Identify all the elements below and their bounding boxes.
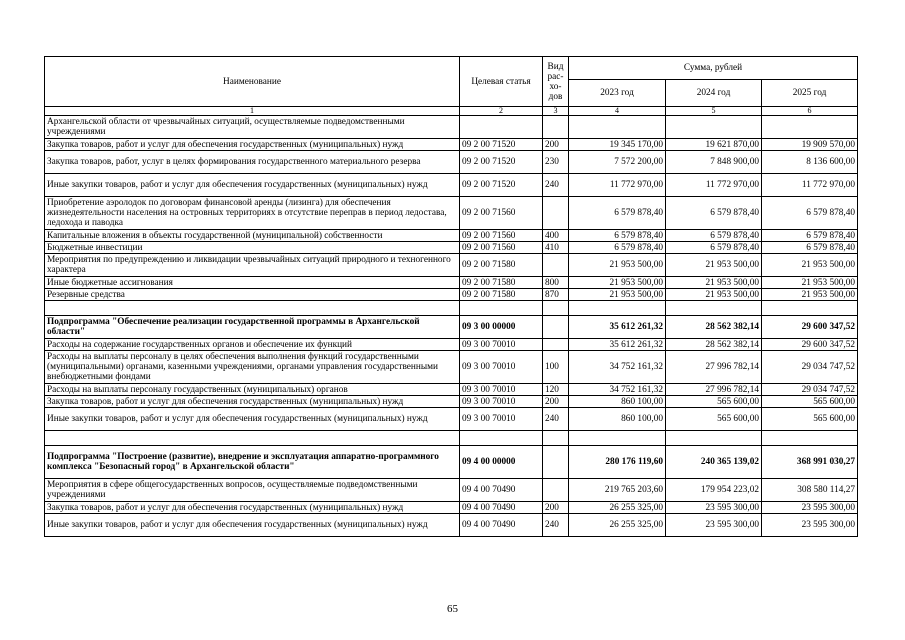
table-row — [45, 151, 858, 174]
row-name — [45, 301, 460, 316]
row-code: 09 3 00 70010 — [460, 339, 543, 351]
row-amount-2023: 26 255 325,00 — [569, 514, 666, 537]
row-amount-2023: 7 572 200,00 — [569, 151, 666, 174]
row-vid — [543, 254, 569, 277]
row-code: 09 2 00 71580 — [460, 277, 543, 289]
row-amount-2024: 565 600,00 — [666, 408, 762, 431]
row-amount-2025: 565 600,00 — [762, 408, 858, 431]
row-vid — [543, 197, 569, 230]
column-number: 4 — [569, 107, 666, 116]
row-amount-2024 — [666, 116, 762, 139]
row-amount-2024: 21 953 500,00 — [666, 254, 762, 277]
column-numbers-row — [45, 107, 858, 116]
row-name: Мероприятия по предупреждению и ликвидации чрезвычайных ситуаций природного и техногенного характера — [45, 254, 460, 277]
row-amount-2025 — [762, 116, 858, 139]
row-code: 09 4 00 70490 — [460, 502, 543, 514]
table-row — [45, 431, 858, 446]
row-amount-2024: 28 562 382,14 — [666, 316, 762, 339]
row-name: Иные закупки товаров, работ и услуг для обеспечения государственных (муниципальных) нужд — [45, 408, 460, 431]
row-code — [460, 431, 543, 446]
row-amount-2024: 7 848 900,00 — [666, 151, 762, 174]
row-vid — [543, 339, 569, 351]
row-amount-2024: 240 365 139,02 — [666, 446, 762, 479]
row-amount-2023: 21 953 500,00 — [569, 277, 666, 289]
row-amount-2025: 6 579 878,40 — [762, 242, 858, 254]
column-number: 3 — [543, 107, 569, 116]
row-name: Закупка товаров, работ и услуг для обеспечения государственных (муниципальных) нужд — [45, 502, 460, 514]
row-name — [45, 431, 460, 446]
row-amount-2025: 29 600 347,52 — [762, 339, 858, 351]
row-code: 09 3 00 70010 — [460, 384, 543, 396]
table-body — [45, 116, 858, 537]
column-number: 6 — [762, 107, 858, 116]
table-row — [45, 384, 858, 396]
row-vid: 870 — [543, 289, 569, 301]
row-amount-2024 — [666, 431, 762, 446]
row-amount-2024: 565 600,00 — [666, 396, 762, 408]
row-vid: 400 — [543, 230, 569, 242]
row-amount-2023: 34 752 161,32 — [569, 384, 666, 396]
row-amount-2023 — [569, 116, 666, 139]
row-vid: 410 — [543, 242, 569, 254]
row-amount-2023: 280 176 119,60 — [569, 446, 666, 479]
row-name: Иные бюджетные ассигнования — [45, 277, 460, 289]
row-amount-2025: 6 579 878,40 — [762, 197, 858, 230]
row-vid: 230 — [543, 151, 569, 174]
row-amount-2025: 368 991 030,27 — [762, 446, 858, 479]
row-vid — [543, 116, 569, 139]
row-code — [460, 301, 543, 316]
row-amount-2023: 35 612 261,32 — [569, 339, 666, 351]
row-code: 09 2 00 71520 — [460, 174, 543, 197]
row-amount-2025: 29 600 347,52 — [762, 316, 858, 339]
row-name: Иные закупки товаров, работ и услуг для обеспечения государственных (муниципальных) нужд — [45, 514, 460, 537]
row-code: 09 2 00 71520 — [460, 151, 543, 174]
row-amount-2023: 860 100,00 — [569, 396, 666, 408]
budget-table — [44, 56, 858, 537]
row-vid — [543, 431, 569, 446]
row-name: Закупка товаров, работ, услуг в целях формирования государственного материального резерва — [45, 151, 460, 174]
table-row — [45, 197, 858, 230]
row-amount-2023: 219 765 203,60 — [569, 479, 666, 502]
row-code: 09 4 00 00000 — [460, 446, 543, 479]
row-vid: 240 — [543, 408, 569, 431]
header-sum: Сумма, рублей — [569, 57, 858, 80]
row-vid — [543, 479, 569, 502]
row-vid: 240 — [543, 514, 569, 537]
table-row — [45, 242, 858, 254]
page-number: 65 — [447, 603, 458, 615]
row-amount-2025: 11 772 970,00 — [762, 174, 858, 197]
row-amount-2025: 23 595 300,00 — [762, 514, 858, 537]
row-name: Капитальные вложения в объекты государственной (муниципальной) собственности — [45, 230, 460, 242]
table-row — [45, 514, 858, 537]
row-name: Бюджетные инвестиции — [45, 242, 460, 254]
row-code: 09 4 00 70490 — [460, 479, 543, 502]
row-name: Приобретение аэролодок по договорам финансовой аренды (лизинга) для обеспечения жизнедеятельности населения на островных территориях в отсутствие переправ в период ледостава, ледохода и паводка — [45, 197, 460, 230]
row-amount-2023 — [569, 431, 666, 446]
table-row — [45, 230, 858, 242]
table-row — [45, 316, 858, 339]
column-number: 1 — [45, 107, 460, 116]
table-row — [45, 479, 858, 502]
header-year-2023: 2023 год — [569, 80, 666, 107]
row-amount-2024: 21 953 500,00 — [666, 289, 762, 301]
row-code: 09 2 00 71520 — [460, 139, 543, 151]
row-name: Архангельской области от чрезвычайных ситуаций, осуществляемые подведомственными учреждениями — [45, 116, 460, 139]
column-number: 2 — [460, 107, 543, 116]
row-amount-2024: 6 579 878,40 — [666, 230, 762, 242]
row-code: 09 4 00 70490 — [460, 514, 543, 537]
header-year-2025: 2025 год — [762, 80, 858, 107]
row-vid: 800 — [543, 277, 569, 289]
table-row — [45, 277, 858, 289]
row-code: 09 3 00 70010 — [460, 396, 543, 408]
row-amount-2025: 19 909 570,00 — [762, 139, 858, 151]
header-year-2024: 2024 год — [666, 80, 762, 107]
row-code: 09 2 00 71580 — [460, 254, 543, 277]
row-amount-2025: 23 595 300,00 — [762, 502, 858, 514]
row-vid: 200 — [543, 502, 569, 514]
row-amount-2023: 34 752 161,32 — [569, 351, 666, 384]
row-vid — [543, 316, 569, 339]
row-amount-2025: 21 953 500,00 — [762, 289, 858, 301]
row-amount-2023: 6 579 878,40 — [569, 230, 666, 242]
table-row — [45, 351, 858, 384]
row-amount-2024: 19 621 870,00 — [666, 139, 762, 151]
row-name: Подпрограмма "Обеспечение реализации государственной программы в Архангельской области" — [45, 316, 460, 339]
row-vid: 200 — [543, 396, 569, 408]
row-name: Резервные средства — [45, 289, 460, 301]
table-row — [45, 396, 858, 408]
row-name: Расходы на выплаты персоналу в целях обеспечения выполнения функций государственными (муниципальными) органами, казенными учреждениями, органами управления государственными внебюджетными фондами — [45, 351, 460, 384]
table-row — [45, 139, 858, 151]
row-amount-2023 — [569, 301, 666, 316]
row-amount-2025: 21 953 500,00 — [762, 254, 858, 277]
header-target: Целевая статья — [460, 57, 543, 107]
header-vid: Вид рас-хо-дов — [543, 57, 569, 107]
row-amount-2024: 23 595 300,00 — [666, 502, 762, 514]
row-amount-2024: 11 772 970,00 — [666, 174, 762, 197]
row-amount-2025: 308 580 114,27 — [762, 479, 858, 502]
row-amount-2024: 27 996 782,14 — [666, 351, 762, 384]
row-amount-2024: 21 953 500,00 — [666, 277, 762, 289]
row-code — [460, 116, 543, 139]
row-amount-2025 — [762, 431, 858, 446]
table-row — [45, 289, 858, 301]
row-amount-2023: 860 100,00 — [569, 408, 666, 431]
row-vid: 240 — [543, 174, 569, 197]
row-amount-2024: 179 954 223,02 — [666, 479, 762, 502]
row-amount-2023: 21 953 500,00 — [569, 289, 666, 301]
column-number: 5 — [666, 107, 762, 116]
row-amount-2023: 11 772 970,00 — [569, 174, 666, 197]
row-code: 09 3 00 70010 — [460, 408, 543, 431]
table-row — [45, 301, 858, 316]
row-code: 09 2 00 71580 — [460, 289, 543, 301]
row-amount-2024: 23 595 300,00 — [666, 514, 762, 537]
row-vid — [543, 446, 569, 479]
table-row — [45, 446, 858, 479]
row-code: 09 2 00 71560 — [460, 230, 543, 242]
row-code: 09 2 00 71560 — [460, 242, 543, 254]
table-row — [45, 408, 858, 431]
row-name: Закупка товаров, работ и услуг для обеспечения государственных (муниципальных) нужд — [45, 396, 460, 408]
row-amount-2025: 29 034 747,52 — [762, 384, 858, 396]
row-name: Мероприятия в сфере общегосударственных вопросов, осуществляемые подведомственными учреждениями — [45, 479, 460, 502]
row-name: Расходы на выплаты персоналу государственных (муниципальных) органов — [45, 384, 460, 396]
row-name: Расходы на содержание государственных органов и обеспечение их функций — [45, 339, 460, 351]
row-amount-2024: 6 579 878,40 — [666, 242, 762, 254]
table-row — [45, 502, 858, 514]
row-amount-2025: 29 034 747,52 — [762, 351, 858, 384]
row-amount-2023: 6 579 878,40 — [569, 197, 666, 230]
table-row — [45, 339, 858, 351]
row-amount-2025: 6 579 878,40 — [762, 230, 858, 242]
table-header — [45, 57, 858, 116]
table-row — [45, 116, 858, 139]
row-amount-2023: 35 612 261,32 — [569, 316, 666, 339]
row-code: 09 3 00 70010 — [460, 351, 543, 384]
row-vid — [543, 301, 569, 316]
row-name: Иные закупки товаров, работ и услуг для обеспечения государственных (муниципальных) нужд — [45, 174, 460, 197]
row-amount-2024 — [666, 301, 762, 316]
header-name: Наименование — [45, 57, 460, 107]
row-code: 09 2 00 71560 — [460, 197, 543, 230]
row-vid: 120 — [543, 384, 569, 396]
row-code: 09 3 00 00000 — [460, 316, 543, 339]
row-amount-2024: 6 579 878,40 — [666, 197, 762, 230]
row-amount-2023: 21 953 500,00 — [569, 254, 666, 277]
row-amount-2024: 27 996 782,14 — [666, 384, 762, 396]
row-name: Подпрограмма "Построение (развитие), внедрение и эксплуатация аппаратно-программного комплекса "Безопасный город" в Архангельской области" — [45, 446, 460, 479]
row-name: Закупка товаров, работ и услуг для обеспечения государственных (муниципальных) нужд — [45, 139, 460, 151]
row-amount-2023: 26 255 325,00 — [569, 502, 666, 514]
row-amount-2025: 565 600,00 — [762, 396, 858, 408]
row-amount-2023: 19 345 170,00 — [569, 139, 666, 151]
row-vid: 200 — [543, 139, 569, 151]
row-vid: 100 — [543, 351, 569, 384]
table-row — [45, 174, 858, 197]
row-amount-2025: 8 136 600,00 — [762, 151, 858, 174]
row-amount-2023: 6 579 878,40 — [569, 242, 666, 254]
row-amount-2025 — [762, 301, 858, 316]
table-row — [45, 254, 858, 277]
row-amount-2025: 21 953 500,00 — [762, 277, 858, 289]
row-amount-2024: 28 562 382,14 — [666, 339, 762, 351]
